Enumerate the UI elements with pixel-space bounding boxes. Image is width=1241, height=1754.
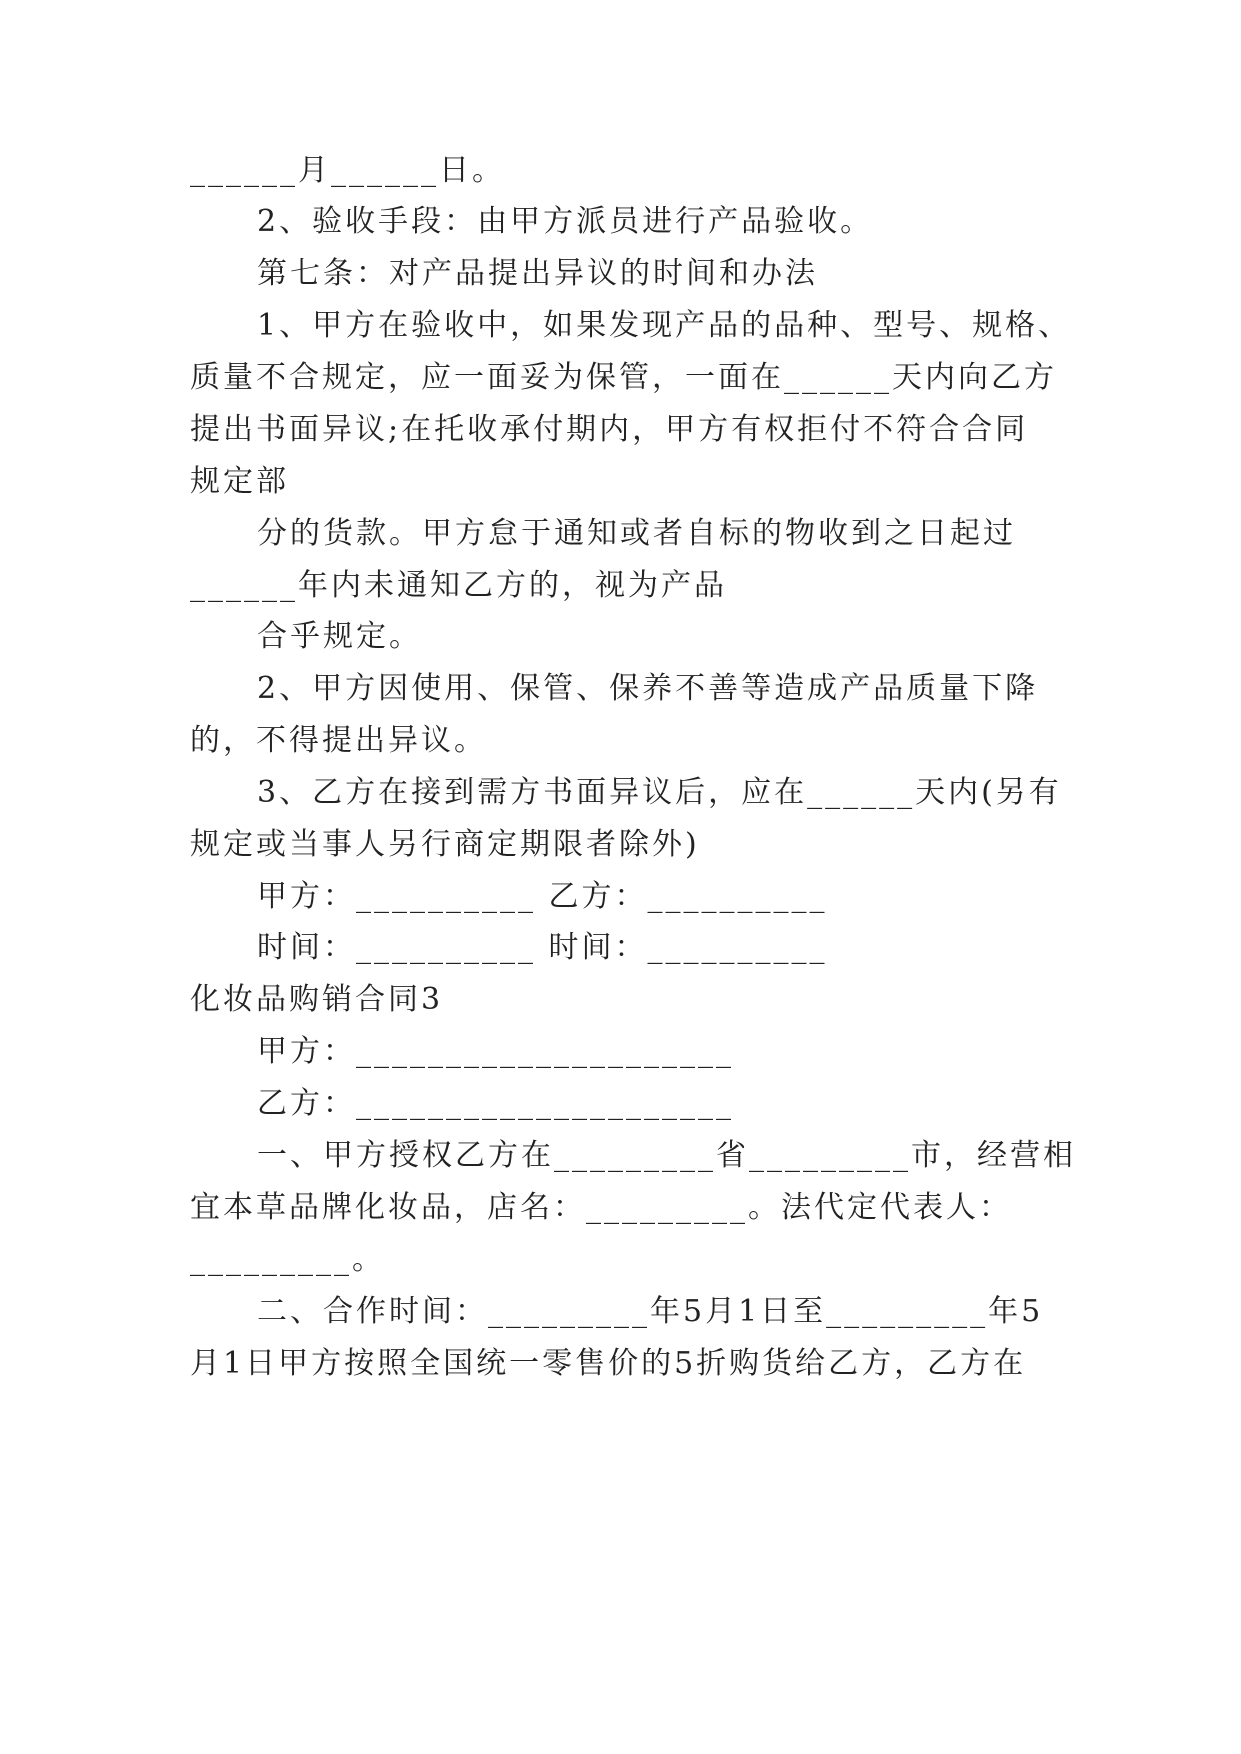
signature-line-dates: 时间：__________ 时间：__________ [257,930,828,965]
text-line-clause-1f: ______年内未通知乙方的，视为产品 [190,568,727,603]
signature-line-parties: 甲方：__________ 乙方：__________ [257,879,828,914]
text-line-section-1b: 宜本草品牌化妆品，店名：_________。法代定代表人： [190,1190,1012,1225]
text-line-section-1a: 一、甲方授权乙方在_________省_________市，经营相 [257,1138,1076,1173]
article-seven-heading: 第七条：对产品提出异议的时间和办法 [257,256,818,291]
text-line-section-2b: 月1日甲方按照全国统一零售价的5折购货给乙方，乙方在 [190,1346,1027,1381]
text-line-date-blanks: ______月______日。 [190,153,505,188]
party-a-line: 甲方：_____________________ [257,1034,734,1069]
text-line-clause-3a: 3、乙方在接到需方书面异议后，应在______天内(另有 [257,775,1062,810]
text-line-clause-1b: 质量不合规定，应一面妥为保管，一面在______天内向乙方 [190,360,1057,395]
party-b-line: 乙方：_____________________ [257,1086,734,1121]
text-line-acceptance-method: 2、验收手段：由甲方派员进行产品验收。 [257,204,874,239]
text-line-clause-1d: 规定部 [190,464,289,499]
text-line-clause-3b: 规定或当事人另行商定期限者除外) [190,827,700,862]
text-line-clause-2b: 的，不得提出异议。 [190,723,487,758]
contract-3-title: 化妆品购销合同3 [190,982,444,1017]
text-line-clause-1a: 1、甲方在验收中，如果发现产品的品种、型号、规格、 [257,308,1072,343]
text-line-clause-1g: 合乎规定。 [257,619,422,654]
text-line-clause-2a: 2、甲方因使用、保管、保养不善等造成产品质量下降 [257,671,1039,706]
text-line-clause-1e: 分的货款。甲方怠于通知或者自标的物收到之日起过 [257,516,1016,551]
text-line-section-1c: _________。 [190,1242,385,1277]
text-line-clause-1c: 提出书面异议;在托收承付期内，甲方有权拒付不符合合同 [190,412,1029,447]
text-line-section-2a: 二、合作时间：_________年5月1日至_________年5 [257,1294,1044,1329]
